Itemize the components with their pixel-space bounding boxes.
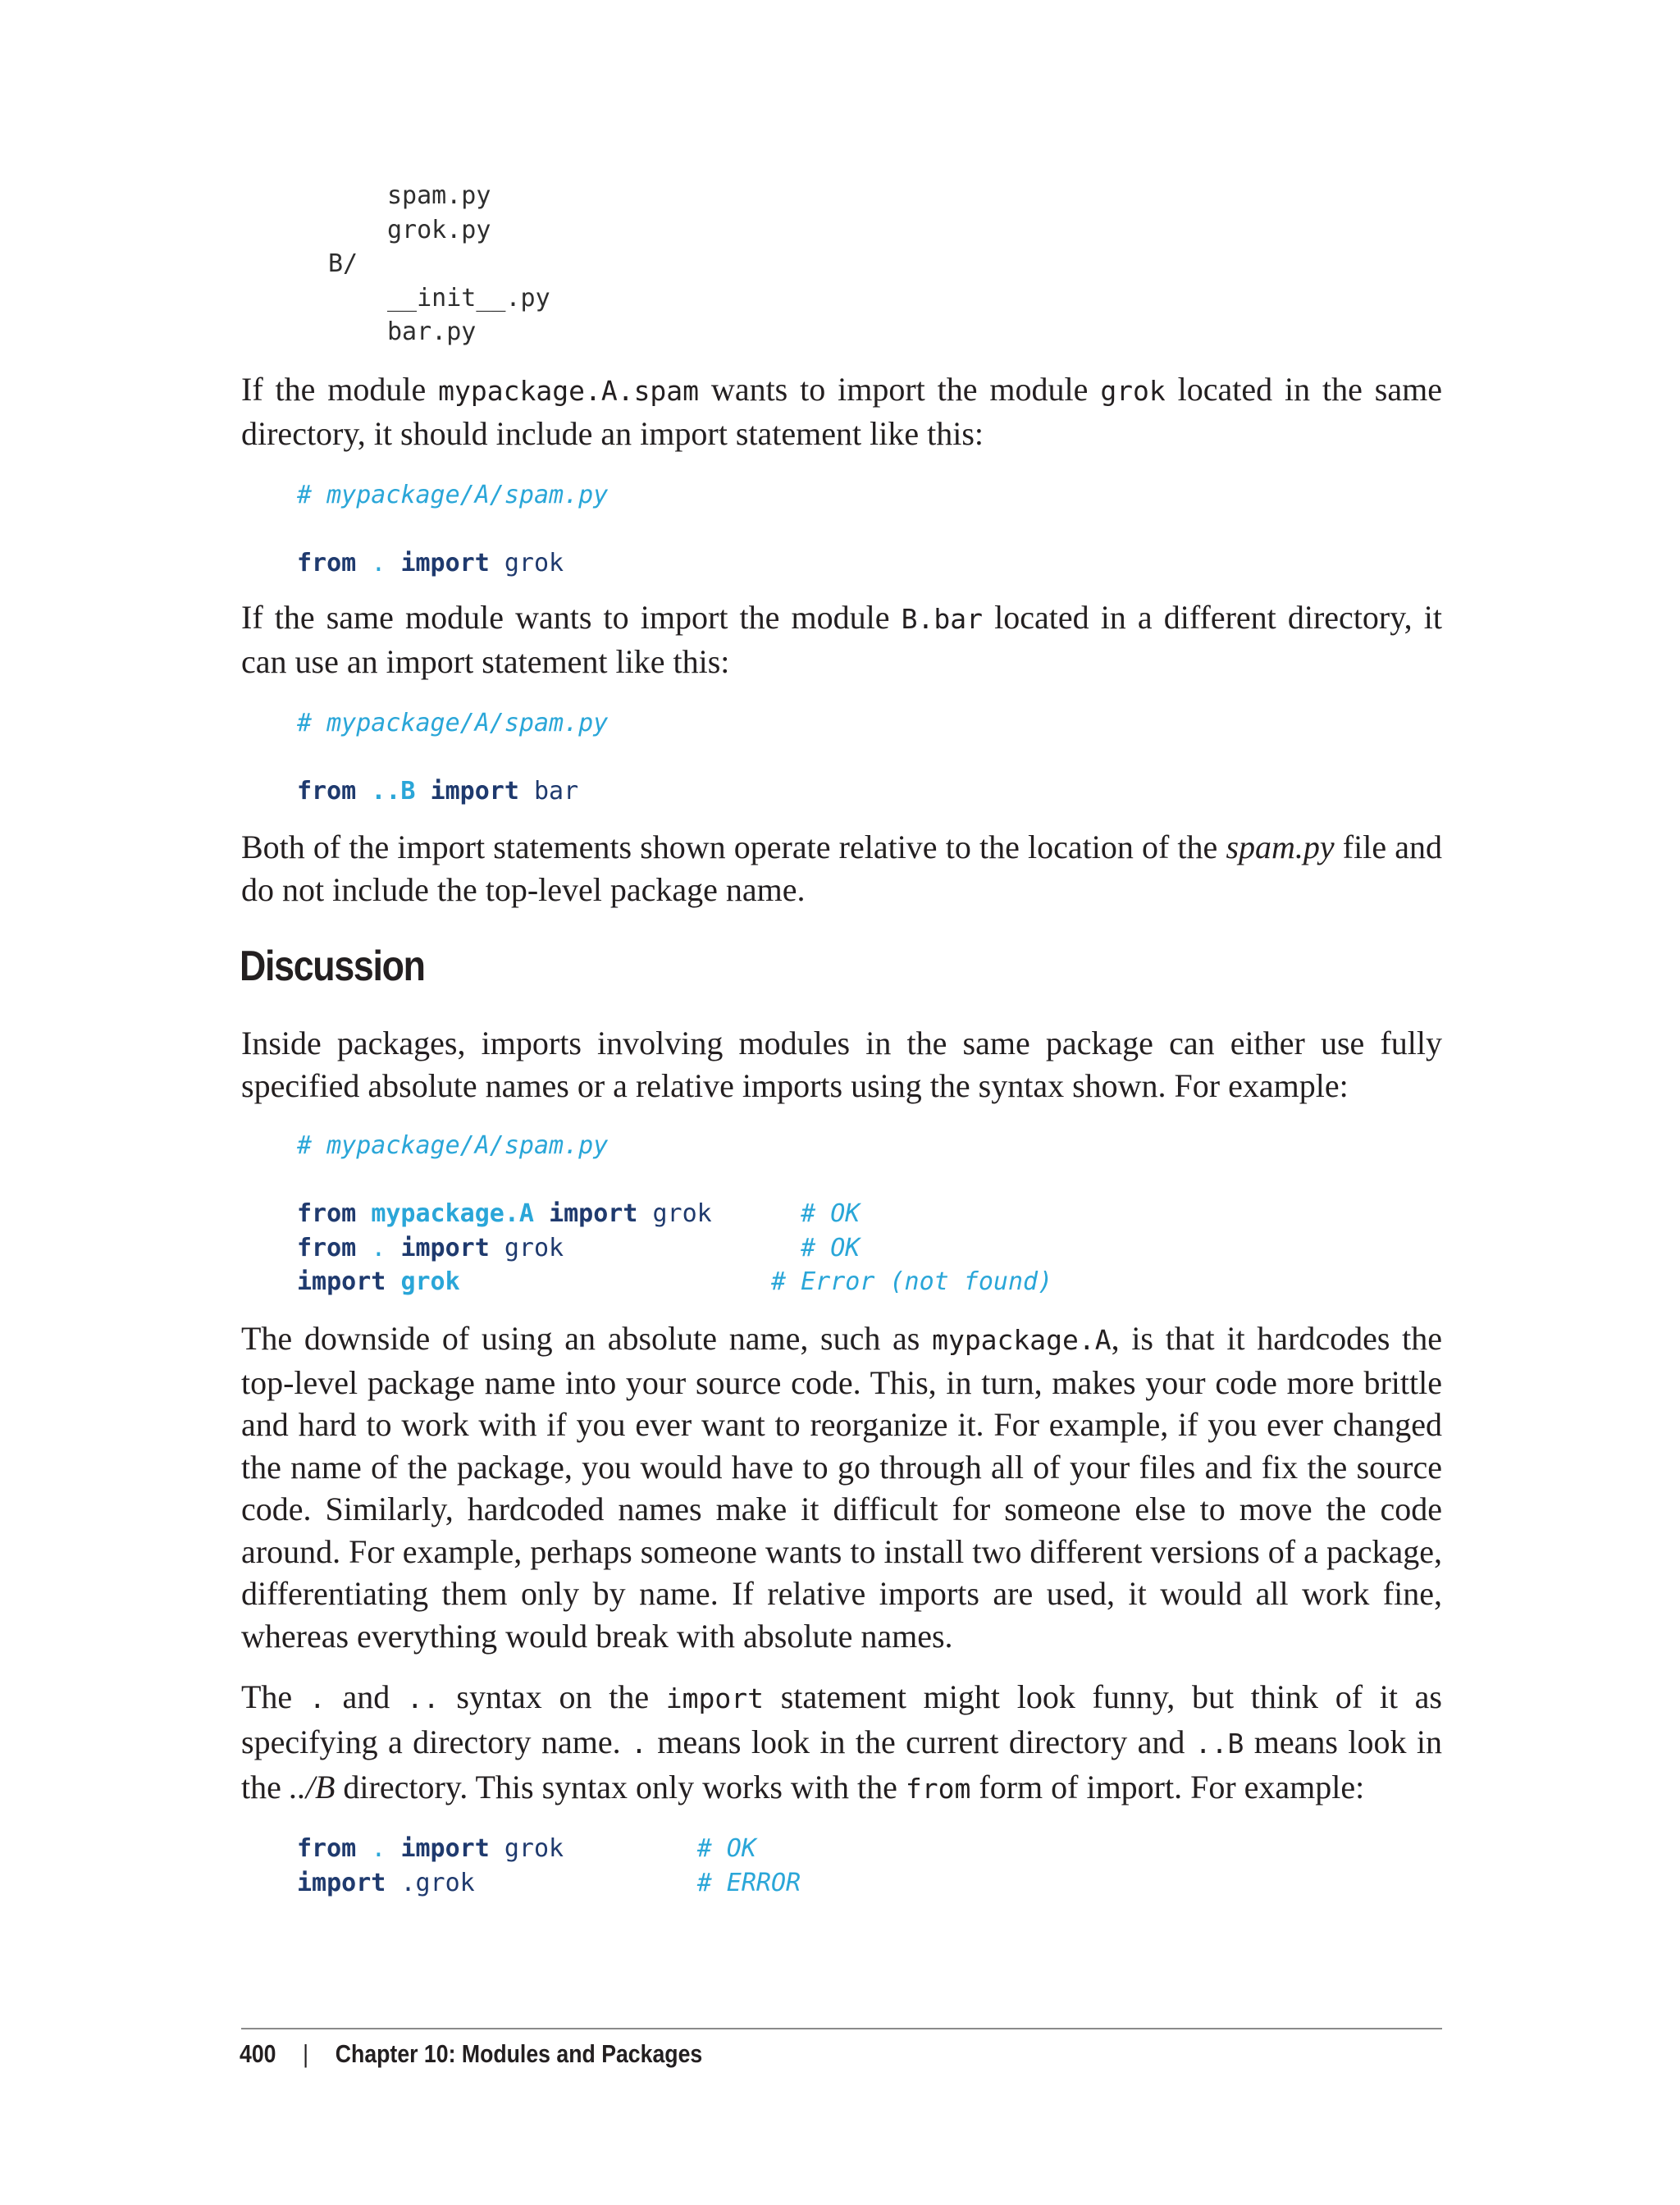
text: means look in the (241, 1723, 1442, 1806)
paragraph (241, 1317, 1442, 1657)
text: means look in the current directory and (646, 1723, 1195, 1760)
footer-divider (241, 2028, 1442, 2029)
text: If the module (241, 371, 439, 408)
inline-code: grok (1100, 375, 1166, 407)
text: located in a different directory, it can use an import statement like this: (241, 599, 1442, 680)
paragraph (241, 1675, 1442, 1810)
paragraph: Inside packages, imports involving modules in the same package can either use fully specified absolute names or a relative imports using the syntax shown. For example: (241, 1025, 1442, 1104)
section-heading: Discussion (240, 943, 425, 990)
code-keyword: import (297, 1267, 386, 1296)
code-name: grok (652, 1199, 712, 1228)
code-block (297, 1129, 1052, 1299)
paragraph (241, 596, 1442, 682)
code-keyword: from (297, 1199, 357, 1228)
code-module: ..B (371, 777, 416, 806)
code-comment: # mypackage/A/spam.py (297, 709, 609, 737)
code-block (297, 706, 608, 809)
code-keyword: import (297, 1868, 386, 1897)
text: statement might look funny, but think of it as specifying a directory name. (241, 1678, 1442, 1760)
code-keyword: from (297, 1834, 357, 1863)
inline-code: .. (406, 1682, 440, 1714)
code-name: bar (534, 777, 579, 806)
text: Both of the import statements shown operate relative to the location of the (241, 829, 1226, 865)
code-operator: . (371, 1834, 386, 1863)
directory-tree (328, 179, 550, 349)
paragraph (241, 368, 1442, 454)
tree-line: __init__.py (387, 283, 550, 313)
text: located in the same directory, it should include an import statement like this: (241, 371, 1442, 452)
code-name: grok (504, 1834, 564, 1863)
code-keyword: import (400, 1834, 490, 1863)
code-keyword: import (430, 777, 519, 806)
inline-code: mypackage.A (932, 1324, 1112, 1356)
code-module: grok (400, 1267, 460, 1296)
code-comment: # ERROR (696, 1868, 801, 1897)
code-operator: . (371, 1233, 386, 1262)
footer-separator: | (303, 2039, 309, 2068)
code-keyword: import (400, 1233, 490, 1262)
code-module: mypackage.A (371, 1199, 534, 1228)
page-number: 400 (240, 2039, 276, 2068)
text: syntax on the (439, 1678, 666, 1715)
code-comment: # mypackage/A/spam.py (297, 481, 609, 509)
text: directory. This syntax only works with the (335, 1769, 906, 1806)
code-keyword: import (400, 549, 490, 578)
code-comment: # OK (801, 1199, 861, 1228)
inline-code: . (630, 1728, 647, 1760)
inline-code: ..B (1194, 1728, 1244, 1760)
code-block (297, 1832, 801, 1900)
tree-line: spam.py (387, 181, 491, 210)
tree-line: bar.py (387, 317, 477, 346)
tree-line: B/ (328, 249, 358, 278)
code-name: .grok (400, 1868, 475, 1897)
text: and (325, 1678, 407, 1715)
inline-code: B.bar (901, 603, 983, 635)
text: The (241, 1678, 309, 1715)
code-name: grok (504, 1233, 564, 1262)
code-keyword: from (297, 777, 357, 806)
chapter-title: Chapter 10: Modules and Packages (335, 2039, 703, 2068)
text: file and do not include the top-level package name. (241, 829, 1442, 908)
italic-path: ../B (289, 1769, 336, 1806)
code-operator: . (371, 549, 386, 578)
italic-filename: spam.py (1226, 829, 1335, 865)
inline-code: . (308, 1682, 326, 1714)
code-comment: # OK (696, 1834, 756, 1863)
code-comment: # OK (801, 1233, 861, 1262)
code-name: grok (504, 549, 564, 578)
page-footer (240, 2039, 702, 2069)
text: form of import. For example: (970, 1769, 1365, 1806)
code-keyword: from (297, 1233, 357, 1262)
inline-code: mypackage.A.spam (438, 375, 700, 407)
text: , is that it hardcodes the top-level package name into your source code. This, in turn, makes your code more brittle and hard to work with if you ever want to reorganize it. For example, if you ever changed the name of the package, you would have to go through all of your files and fix the source code. Similarly, hardcoded names make it difficult for someone else to move the code around. For example, perhaps someone wants to install two different versions of a package, differentiating them only by name. If relative imports are used, it would all work fine, whereas everything would break with absolute names. (241, 1320, 1442, 1655)
text: If the same module wants to import the module (241, 599, 902, 636)
inline-code: import (665, 1682, 764, 1714)
inline-code: from (905, 1773, 971, 1805)
code-block (297, 478, 608, 581)
code-keyword: from (297, 549, 357, 578)
code-keyword: import (549, 1199, 638, 1228)
text: wants to import the module (699, 371, 1101, 408)
tree-line: grok.py (387, 215, 491, 244)
paragraph (241, 826, 1442, 911)
code-comment: # Error (not found) (770, 1267, 1053, 1296)
code-comment: # mypackage/A/spam.py (297, 1131, 609, 1160)
text: The downside of using an absolute name, such as (241, 1320, 933, 1357)
